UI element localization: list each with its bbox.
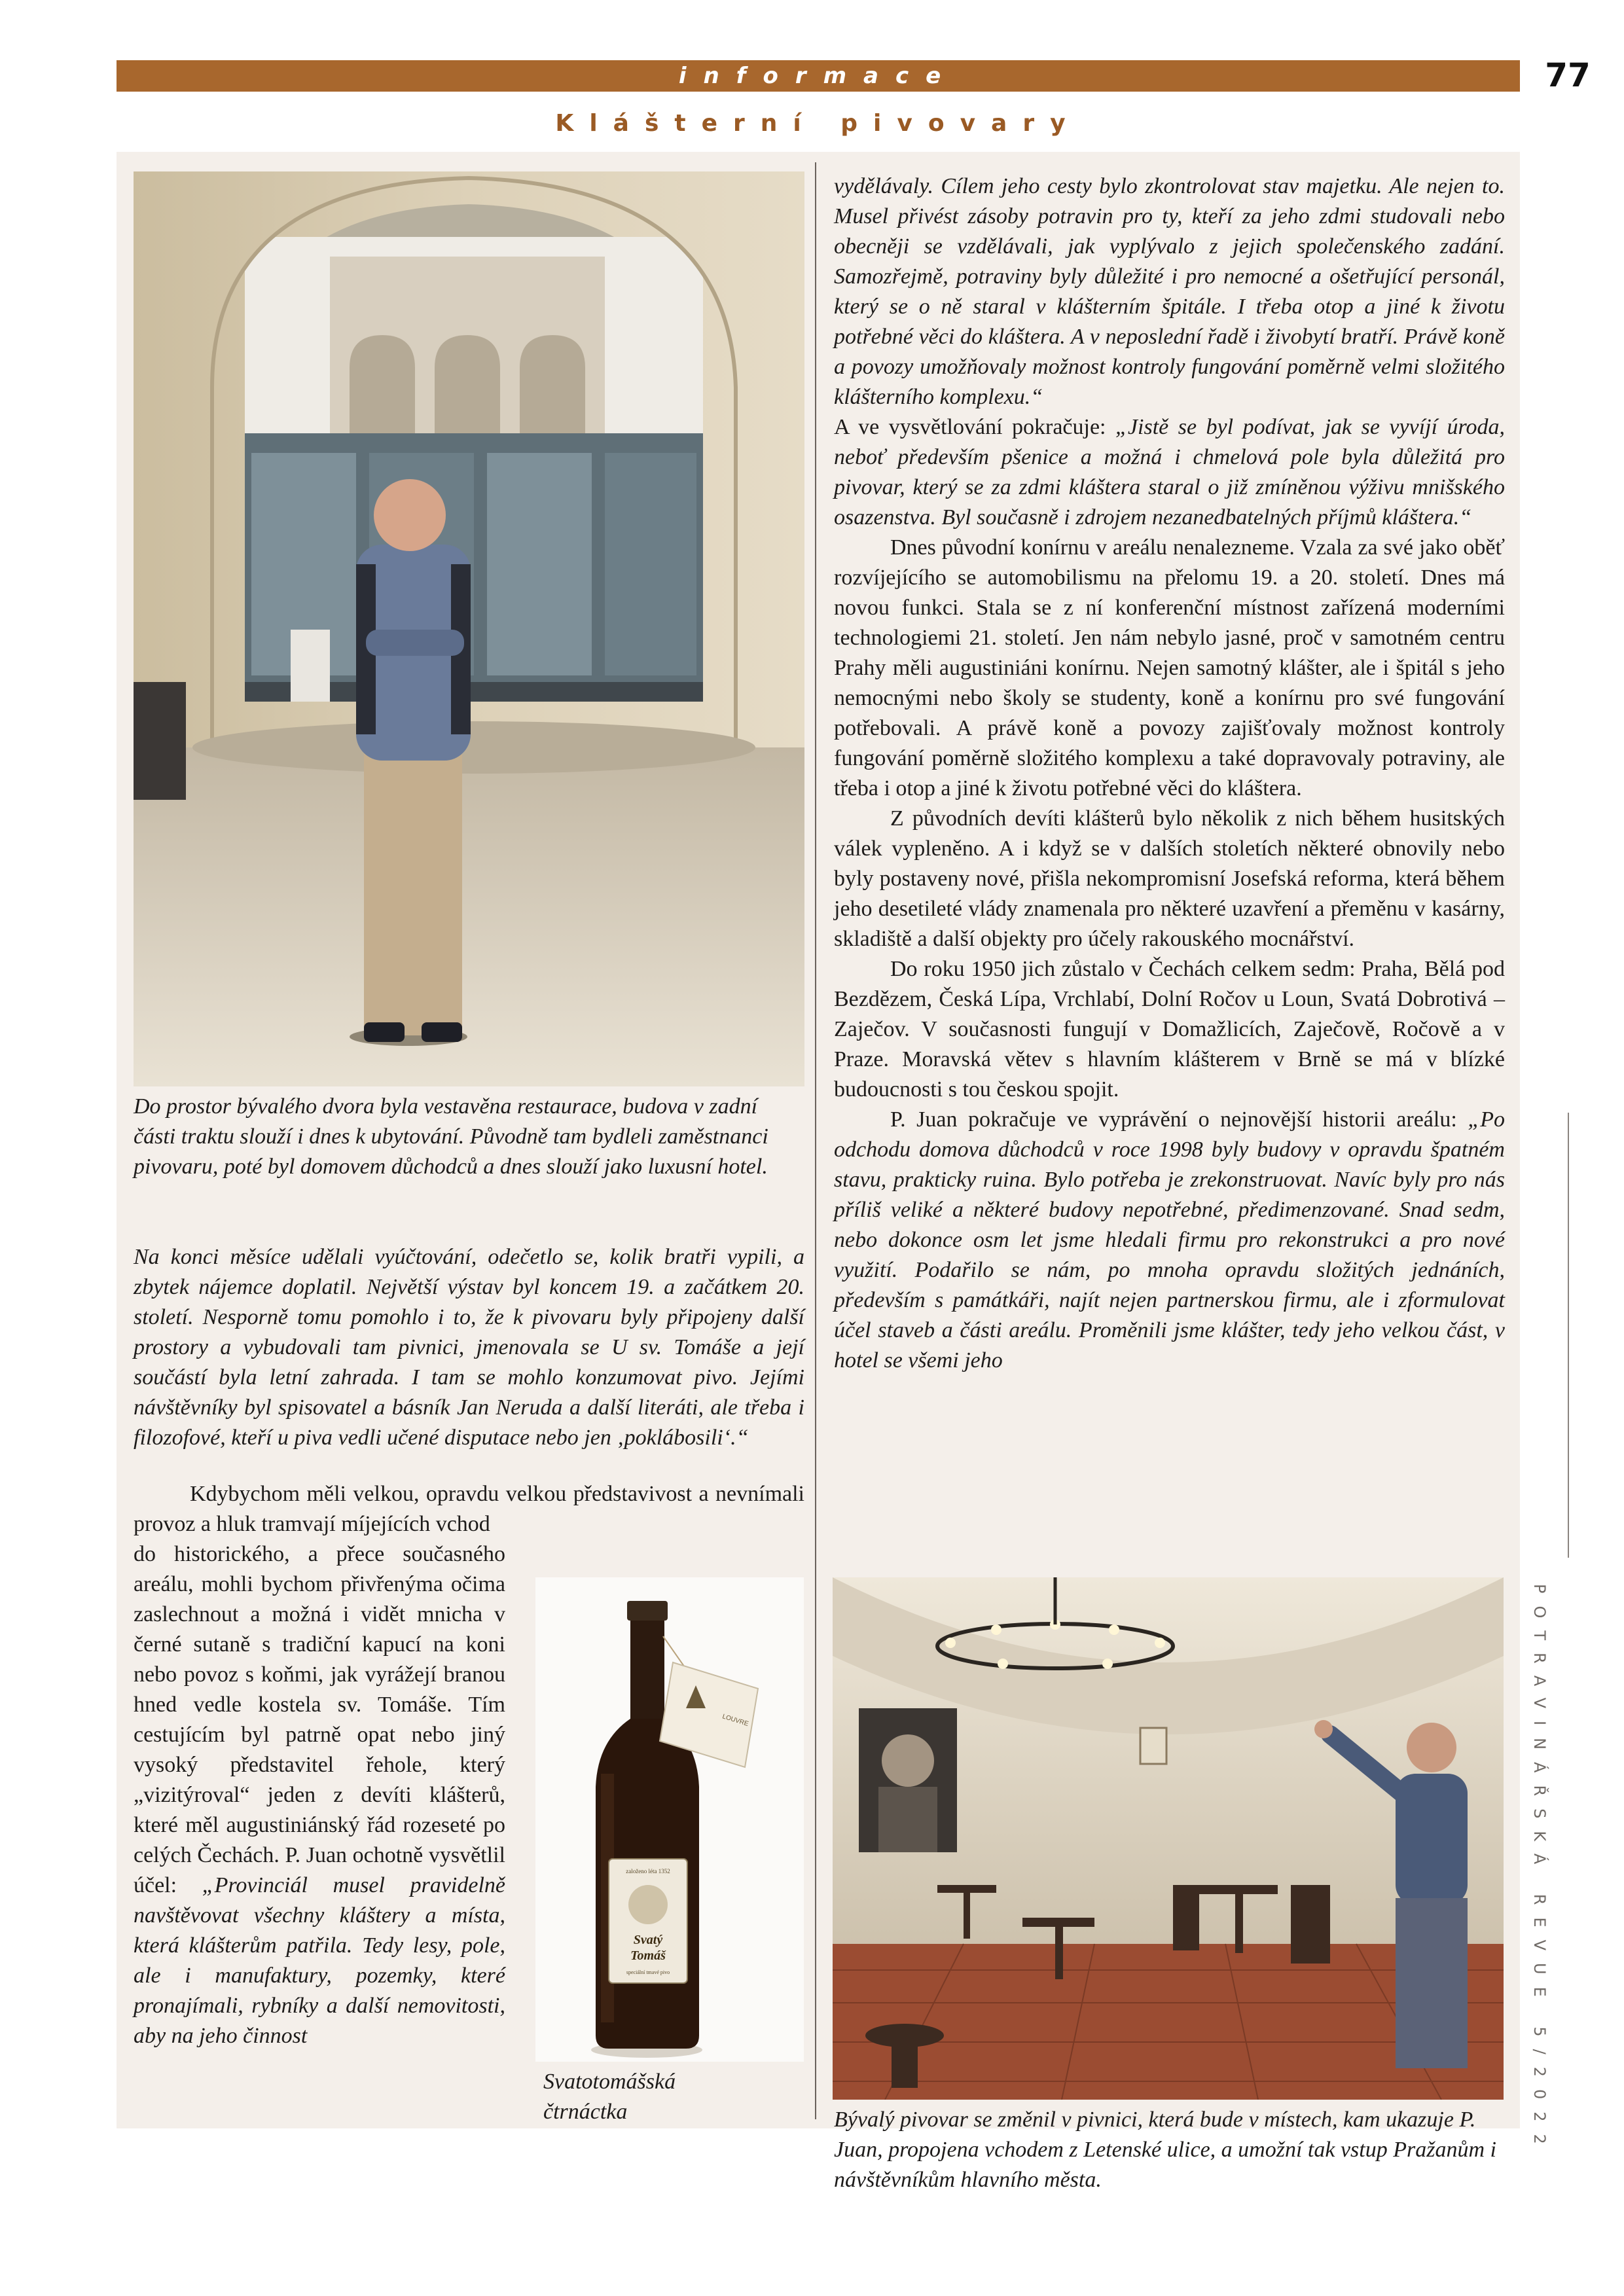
body-paragraph: P. Juan pokračuje ve vyprávění o nejnovější historii areálu: [890, 1107, 1468, 1132]
quote-paragraph: „Jistě se byl podívat, jak se vyvíjí úroda, neboť především pšenice a možná i chmelová pole byla důležitá pro pivovar, který se za zdmi kláštera staral o již zmíněnou výživu mnišského osazenstva. Byl současně i zdrojem nezanedbatelných příjmů kláštera.“ [834, 415, 1506, 529]
bottle-label-name-1: Svatý [633, 1933, 663, 1947]
courtyard-photo-image [134, 171, 804, 1086]
bottle-label-top: založeno léta 1352 [626, 1868, 670, 1874]
running-title-rule [1568, 1113, 1569, 1558]
quote-paragraph: „Po odchodu domova důchodců v roce 1998 byly budovy v opravdu špatném stavu, prakticky ruina. Bylo potřeba je zrekonstruovat. Navíc byly pro nás příliš veliké a některé budovy nepotřebné, předimenzované. Snad sedm, nebo dokonce osm let jsme hledali firmu pro rekonstrukci a pro nové využití. Podařilo se nám, po mnoha opravdu složitých jednáních, především s památkáři, najít nejen partnerskou firmu, ale i zformulovat účel staveb a části areálu. Proměnili jsme klášter, tedy jeho velkou část, v hotel se všemi jeho [834, 1107, 1505, 1372]
left-column-paragraph-full [134, 1479, 804, 1539]
bottle-label-name-2: Tomáš [630, 1948, 666, 1963]
body-paragraph: A ve vysvětlování pokračuje: [834, 415, 1116, 439]
courtyard-photo [134, 171, 804, 1086]
courtyard-photo-caption: Do prostor bývalého dvora byla vestavěna restaurace, budova v zadní části traktu slouží i dnes k ubytování. Původně tam bydleli zaměstnanci pivovaru, poté byl domovem důchodců a dnes slouží jako luxusní hotel. [134, 1094, 768, 1179]
section-label: informace [678, 63, 958, 89]
left-column-quote [134, 1242, 804, 1453]
page-number: 77 [1545, 56, 1591, 94]
beer-bottle-caption-line2: čtrnáctka [543, 2100, 628, 2124]
beer-bottle-image [535, 1577, 804, 2062]
beer-bottle-photo [535, 1577, 804, 2062]
cellar-pub-caption: Bývalý pivovar se změnil v pivnici, která bude v místech, kam ukazuje P. Juan, propojena vchodem z Letenské ulice, a umožní tak vstup Pražanům i návštěvníkům hlavního města. [834, 2108, 1496, 2192]
quote-paragraph: „Provinciál musel pravidelně navštěvovat všechny kláštery a místa, která klášterům patřila. Tedy lesy, pole, ale i manufaktury, pozemky, které pronajímali, rybníky a další nemovitosti, aby na jeho činnost [134, 1873, 506, 2048]
bottle-tag-text: LOUVRE [721, 1713, 749, 1728]
body-paragraph: do historického, a přece současného areálu, mohli bychom přivřenýma očima zaslechnout a možná i vidět mnicha v černé sutaně s tradiční kapucí na koni nebo povoz s koňmi, jak vyrážejí branou hned vedle kostela sv. Tomáše. Tím cestujícím byl patrně opat nebo jiný vysoký představitel řehole, který „vizitýroval“ jeden z devíti klášterů, které měl augustiniánský řád rozeseté po celých Čechách. P. Juan ochotně vysvětlil účel: [134, 1542, 505, 1897]
cellar-pub-image [833, 1577, 1504, 2100]
body-paragraph: Kdybychom měli velkou, opravdu velkou představivost a nevnímali provoz a hluk tramvají míjejících vchod [134, 1482, 804, 1536]
beer-bottle-caption [543, 2067, 799, 2127]
beer-bottle-caption-line1: Svatotomášská [543, 2070, 676, 2094]
column-divider [815, 162, 816, 2119]
section-header-bar [117, 60, 1520, 92]
quote-paragraph: Na konci měsíce udělali vyúčtování, odečetlo se, kolik bratři vypili, a zbytek nájemce doplatil. Největší výstav byl koncem 19. a začátkem 20. století. Nesporně tomu pomohlo i to, že k pivovaru byly připojeny další prostory a vybudovali tam pivnici, jmenovala se U sv. Tomáše a její součástí byla letní zahrada. I tam se mohlo konzumovat pivo. Jejími návštěvníky byl spisovatel a básník Jan Neruda a další literáti, ale třeba i filozofové, kteří u piva vedli učené disputace nebo jen ‚poklábosili‘.“ [134, 1245, 804, 1450]
right-column-text [834, 171, 1505, 1376]
bottle-label-bottom: speciální tmavé pivo [626, 1969, 670, 1975]
article-title: Klášterní pivovary [555, 110, 1081, 137]
body-paragraph: Dnes původní konírnu v areálu nenalezneme. Vzala za své jako oběť rozvíjejícího se automobilismu na přelomu 19. a 20. století. Dnes má novou funkci. Stala se z ní konferenční místnost zařízená moderními technologiemi 21. století. Jen nám nebylo jasné, proč v samotném centru Prahy měli augustiniáni konírnu. Nejen samotný klášter, ale i špitál s jeho nemocnými nebo školy se studenty, koně a konírnu pro své fungování potřebovali. A právě koně a povozy zajišťovaly možnost kontroly fungování poměrně složitého komplexu a také dopravovaly potraviny, ale třeba i otop a jiné k životu potřebné věci do kláštera. [834, 535, 1505, 800]
body-paragraph: Do roku 1950 jich zůstalo v Čechách celkem sedm: Praha, Bělá pod Bezdězem, Česká Lípa, Vrchlabí, Dolní Ročov u Loun, Svatá Dobrotivá – Zaječov. V současnosti fungují v Domažlicích, Zaječově, Ročově a v Praze. Moravská větev s hlavním klášterem v Brně se má v blízké budoucnosti s tou českou spojit. [834, 957, 1505, 1102]
left-column-narrow-text [134, 1539, 505, 2051]
body-paragraph: vydělávaly. Cílem jeho cesty bylo zkontrolovat stav majetku. Ale nejen to. Musel přivést zásoby potravin pro ty, kteří za jeho zdmi studovali nebo obecněji se vzdělávali, jak vyplývalo z jejich společenského zadání. Samozřejmě, potraviny byly důležité i pro nemocné a ošetřující personál, který se o ně staral v klášterním špitále. I třeba otop a jiné k životu potřebné věci do kláštera. A v neposlední řadě i živobytí bratří. Právě koně a povozy umožňovaly možnost kontroly fungování poměrně velmi složitého klášterního komplexu.“ [834, 174, 1505, 409]
running-magazine-title: POTRAVINÁŘSKÁ REVUE 5/2022 [1530, 1584, 1549, 2157]
body-paragraph: Z původních devíti klášterů bylo několik z nich během husitských válek vypleněno. A i když se v dalších stoletích některé obnovily nebo byly postaveny nové, přišla nekompromisní Josefská reforma, která během jeho desetileté vlády znamenala pro některé uzavření a přeměnu v kasárny, skladiště a další objekty pro účely rakouského mocnářství. [834, 806, 1505, 951]
cellar-pub-photo [833, 1577, 1504, 2100]
